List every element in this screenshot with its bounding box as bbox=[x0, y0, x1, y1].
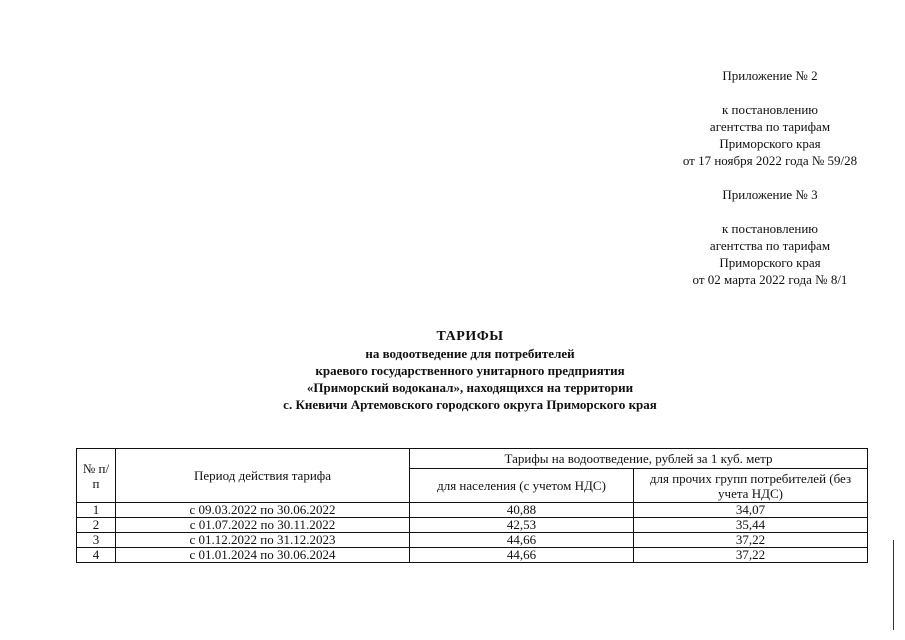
title-line: «Приморский водоканал», находящихся на территории bbox=[306, 380, 634, 395]
row-num: 1 bbox=[77, 503, 116, 518]
tariff-table bbox=[76, 448, 868, 563]
document-title bbox=[200, 328, 740, 413]
row-others: 35,44 bbox=[634, 518, 868, 533]
header-period: Период действия тарифа bbox=[116, 449, 410, 503]
row-period: с 09.03.2022 по 30.06.2022 bbox=[116, 503, 410, 518]
row-others: 34,07 bbox=[634, 503, 868, 518]
row-num: 2 bbox=[77, 518, 116, 533]
title-line: краевого государственного унитарного предприятия bbox=[315, 363, 625, 378]
appendix-2-label: Приложение № 2 bbox=[722, 68, 818, 83]
table-row bbox=[77, 533, 868, 548]
appendix-2-line: к постановлению bbox=[721, 102, 819, 117]
table-header-row bbox=[77, 449, 868, 469]
row-population: 40,88 bbox=[410, 503, 634, 518]
row-population: 42,53 bbox=[410, 518, 634, 533]
appendix-2-line: агентства по тарифам bbox=[709, 119, 831, 134]
appendix-3-block bbox=[640, 186, 900, 288]
appendix-3-line: агентства по тарифам bbox=[709, 238, 831, 253]
title-heading: ТАРИФЫ bbox=[436, 329, 504, 344]
header-population: для населения (с учетом НДС) bbox=[410, 469, 634, 503]
appendix-2-line: Приморского края bbox=[719, 136, 821, 151]
row-period: с 01.01.2024 по 30.06.2024 bbox=[116, 548, 410, 563]
row-population: 44,66 bbox=[410, 548, 634, 563]
row-population: 44,66 bbox=[410, 533, 634, 548]
appendix-3-line: Приморского края bbox=[719, 255, 821, 270]
table-row bbox=[77, 518, 868, 533]
header-tariffs: Тарифы на водоотведение, рублей за 1 куб. метр bbox=[410, 449, 868, 469]
appendix-3-line: от 02 марта 2022 года № 8/1 bbox=[692, 272, 848, 287]
title-line: с. Кневичи Артемовского городского округа Приморского края bbox=[283, 397, 657, 412]
title-line: на водоотведение для потребителей bbox=[365, 346, 575, 361]
header-others: для прочих групп потребителей (без учета НДС) bbox=[634, 469, 868, 503]
appendix-2-block bbox=[640, 67, 900, 169]
header-num: № п/п bbox=[77, 449, 116, 503]
scan-edge-line bbox=[893, 540, 894, 630]
table-row bbox=[77, 503, 868, 518]
appendix-2-line: от 17 ноября 2022 года № 59/28 bbox=[682, 153, 858, 168]
row-num: 4 bbox=[77, 548, 116, 563]
appendix-3-line: к постановлению bbox=[721, 221, 819, 236]
appendix-3-label: Приложение № 3 bbox=[722, 187, 818, 202]
row-period: с 01.12.2022 по 31.12.2023 bbox=[116, 533, 410, 548]
row-num: 3 bbox=[77, 533, 116, 548]
row-others: 37,22 bbox=[634, 548, 868, 563]
table-row bbox=[77, 548, 868, 563]
row-others: 37,22 bbox=[634, 533, 868, 548]
row-period: с 01.07.2022 по 30.11.2022 bbox=[116, 518, 410, 533]
